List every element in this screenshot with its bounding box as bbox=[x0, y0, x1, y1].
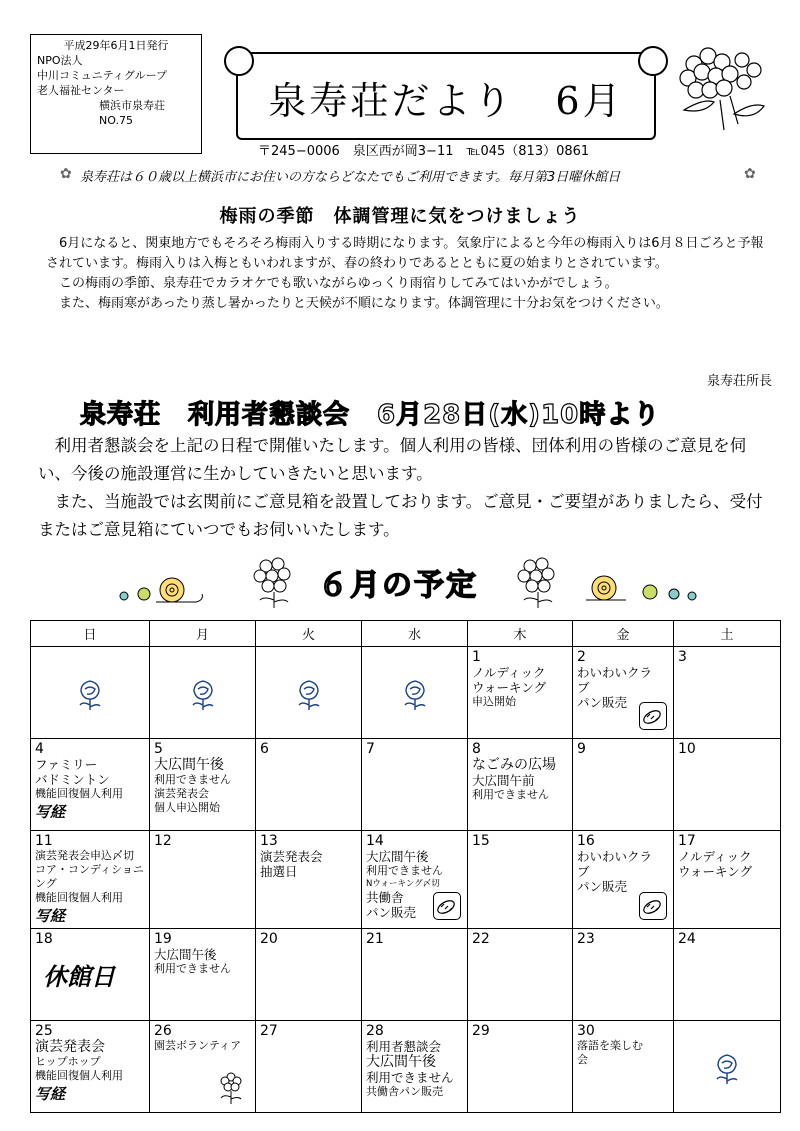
event-text: 大広間午前 bbox=[472, 773, 535, 788]
address-line: 〒245−0006 泉区西が岡3−11 ℡045（813）0861 bbox=[258, 144, 590, 159]
day-number: 3 bbox=[678, 649, 687, 665]
event-text: 共働舎 bbox=[366, 890, 404, 905]
event-text: 機能回復個人利用 bbox=[35, 891, 123, 904]
hydrangea-illustration bbox=[664, 40, 774, 132]
june-calendar bbox=[30, 620, 781, 1113]
rose-icon bbox=[188, 677, 218, 715]
event-text: わいわいクラ bbox=[577, 849, 653, 864]
event-text: なごみの広場 bbox=[472, 757, 556, 773]
eligibility-notice: 泉寿荘は６０歳以上横浜市にお住いの方ならどなたでもご利用できます。毎月第3日曜休館日 bbox=[80, 170, 621, 185]
event-text: 大広間午後 bbox=[154, 947, 217, 962]
day-number: 27 bbox=[260, 1023, 278, 1039]
bread-icon bbox=[433, 892, 461, 920]
calendar-cell-day-28 bbox=[362, 1021, 468, 1113]
article-paragraph: この梅雨の季節、泉寿荘でカラオケでも歌いながらゆっくり雨宿りしてみてはいかがでしょう。 bbox=[59, 276, 618, 291]
clover-icon: ✿ bbox=[744, 166, 756, 182]
event-text: わいわいクラ bbox=[577, 665, 653, 680]
day-number: 2 bbox=[577, 649, 586, 665]
weekday-header-sun: 日 bbox=[31, 621, 150, 647]
event-text: 園芸ボランティア bbox=[154, 1039, 242, 1052]
weekday-header-tue: 火 bbox=[256, 621, 362, 647]
publisher-box bbox=[30, 34, 202, 154]
day-number: 19 bbox=[154, 931, 172, 947]
newsletter-title: 泉寿荘だより 6月 bbox=[268, 79, 624, 123]
event-text: ウォーキング bbox=[678, 864, 753, 879]
day-number: 6 bbox=[260, 741, 269, 757]
weekday-header-wed: 水 bbox=[362, 621, 468, 647]
calendar-cell-day-14 bbox=[362, 831, 468, 929]
calendar-cell-empty bbox=[150, 647, 256, 739]
day-number: 15 bbox=[472, 833, 490, 849]
day-number: 29 bbox=[472, 1023, 490, 1039]
event-text: 演芸発表会 bbox=[35, 1039, 105, 1055]
article-heading-rainy-season: 梅雨の季節 体調管理に気をつけましょう bbox=[219, 206, 581, 227]
hydrangea-icon bbox=[244, 550, 304, 610]
calendar-cell-day-21 bbox=[362, 929, 468, 1021]
publish-date: 平成29年6月1日発行 bbox=[63, 39, 169, 52]
rose-icon bbox=[294, 677, 324, 715]
bread-icon bbox=[639, 702, 667, 730]
event-text: 抽選日 bbox=[260, 864, 298, 879]
event-text: パン販売 bbox=[366, 905, 417, 920]
rose-icon bbox=[75, 677, 105, 715]
calendar-cell-day-6 bbox=[256, 739, 362, 831]
weekday-header-mon: 月 bbox=[150, 621, 256, 647]
event-text: 写経 bbox=[35, 803, 66, 821]
org-line-1: NPO法人 bbox=[37, 54, 83, 67]
day-number: 21 bbox=[366, 931, 384, 947]
day-number: 26 bbox=[154, 1023, 172, 1039]
day-number: 12 bbox=[154, 833, 172, 849]
event-text: パン販売 bbox=[577, 695, 628, 710]
event-text: 写経 bbox=[35, 1085, 66, 1103]
day-number: 23 bbox=[577, 931, 595, 947]
article-paragraph: また、当施設では玄関前にご意見箱を設置しております。ご意見・ご要望がありましたら、受付またはご意見箱にていつでもお伺いいたします。 bbox=[38, 492, 763, 539]
clover-icon: ✿ bbox=[60, 166, 72, 182]
article-paragraph: 利用者懇談会を上記の日程で開催いたします。個人利用の皆様、団体利用の皆様のご意見を伺い、今後の施設運営に生かしていきたいと思います。 bbox=[38, 436, 747, 483]
event-text: 機能回復個人利用 bbox=[35, 1069, 123, 1082]
event-text: 利用できません bbox=[366, 864, 443, 877]
calendar-cell-day-1 bbox=[468, 647, 573, 739]
event-text: 演芸発表会 bbox=[260, 849, 323, 864]
day-number: 18 bbox=[35, 931, 53, 947]
calendar-cell-day-7 bbox=[362, 739, 468, 831]
event-text: 申込開始 bbox=[472, 695, 516, 708]
day-number: 9 bbox=[577, 741, 586, 757]
event-text: ブ bbox=[577, 864, 590, 879]
facility-name: 横浜市泉寿荘 bbox=[99, 99, 165, 112]
calendar-cell-day-27 bbox=[256, 1021, 362, 1113]
calendar-cell-day-18 bbox=[31, 929, 150, 1021]
calendar-cell-day-4 bbox=[31, 739, 150, 831]
rose-icon bbox=[400, 677, 430, 715]
calendar-cell-day-11 bbox=[31, 831, 150, 929]
day-number: 28 bbox=[366, 1023, 384, 1039]
event-text: 大広間午後 bbox=[366, 849, 429, 864]
calendar-cell-day-8 bbox=[468, 739, 573, 831]
day-number: 22 bbox=[472, 931, 490, 947]
event-text: Nウォーキング〆切 bbox=[366, 879, 440, 889]
article-body-rainy-season bbox=[46, 234, 776, 314]
day-number: 13 bbox=[260, 833, 278, 849]
calendar-cell-day-30 bbox=[573, 1021, 674, 1113]
event-text: ウォーキング bbox=[472, 680, 547, 695]
event-text: コア・コンディショニング bbox=[35, 863, 144, 890]
event-text: 大広間午後 bbox=[366, 1054, 436, 1070]
day-number: 4 bbox=[35, 741, 44, 757]
weekday-header-thu: 木 bbox=[468, 621, 573, 647]
day-number: 17 bbox=[678, 833, 696, 849]
calendar-cell-day-10 bbox=[674, 739, 781, 831]
day-number: 14 bbox=[366, 833, 384, 849]
event-text: 利用できません bbox=[472, 788, 549, 801]
issue-number: NO.75 bbox=[99, 114, 133, 127]
rose-icon bbox=[712, 1051, 742, 1089]
event-text: 利用できません bbox=[154, 773, 231, 786]
calendar-cell-day-3 bbox=[674, 647, 781, 739]
event-text: ファミリー bbox=[35, 757, 98, 772]
calendar-cell-day-25 bbox=[31, 1021, 150, 1113]
event-text: 落語を楽しむ bbox=[577, 1039, 643, 1052]
calendar-cell-day-24 bbox=[674, 929, 781, 1021]
event-text: 個人申込開始 bbox=[154, 801, 220, 814]
event-text: パン販売 bbox=[577, 879, 628, 894]
event-text: 写経 bbox=[35, 907, 66, 925]
day-number: 1 bbox=[472, 649, 481, 665]
weekday-header-fri: 金 bbox=[573, 621, 674, 647]
flower-icon bbox=[216, 1069, 246, 1109]
event-text: ブ bbox=[577, 680, 590, 695]
event-text: ヒップホップ bbox=[35, 1055, 101, 1068]
event-text: 利用できません bbox=[366, 1070, 454, 1085]
calendar-cell-day-16 bbox=[573, 831, 674, 929]
event-text: 共働舎パン販売 bbox=[366, 1085, 443, 1098]
title-banner bbox=[236, 52, 656, 140]
day-number: 30 bbox=[577, 1023, 595, 1039]
event-text: 演芸発表会申込〆切 bbox=[35, 849, 134, 862]
event-text: 機能回復個人利用 bbox=[35, 787, 123, 800]
article-paragraph: また、梅雨寒があったり蒸し暑かったりと天候が不順になります。体調管理に十分お気をつけください。 bbox=[59, 296, 669, 311]
day-number: 25 bbox=[35, 1023, 53, 1039]
event-text: 演芸発表会 bbox=[154, 787, 209, 800]
event-text: 大広間午後 bbox=[154, 757, 224, 773]
calendar-cell-empty bbox=[362, 647, 468, 739]
day-number: 10 bbox=[678, 741, 696, 757]
event-text: ノルディック bbox=[678, 849, 752, 864]
article-heading-meeting: 泉寿荘 利用者懇談会 6月28日(水)10時より bbox=[80, 400, 661, 430]
signature: 泉寿荘所長 bbox=[706, 374, 772, 389]
snail-decoration-left bbox=[112, 570, 232, 606]
calendar-cell-day-22 bbox=[468, 929, 573, 1021]
org-line-3: 老人福祉センター bbox=[37, 84, 125, 97]
calendar-cell-day-2 bbox=[573, 647, 674, 739]
day-number: 16 bbox=[577, 833, 595, 849]
schedule-title: ６月の予定 bbox=[318, 568, 478, 603]
day-number: 8 bbox=[472, 741, 481, 757]
article-body-meeting bbox=[38, 432, 778, 544]
weekday-header-sat: 土 bbox=[674, 621, 781, 647]
snail-decoration-right bbox=[580, 570, 710, 606]
calendar-cell-day-23 bbox=[573, 929, 674, 1021]
event-text: 利用できません bbox=[154, 962, 231, 975]
day-number: 11 bbox=[35, 833, 53, 849]
calendar-cell-empty bbox=[256, 647, 362, 739]
day-number: 5 bbox=[154, 741, 163, 757]
org-line-2: 中川コミュニティグループ bbox=[37, 69, 168, 82]
day-number: 24 bbox=[678, 931, 696, 947]
calendar-cell-day-5 bbox=[150, 739, 256, 831]
bread-icon bbox=[639, 892, 667, 920]
day-number: 20 bbox=[260, 931, 278, 947]
calendar-cell-day-19 bbox=[150, 929, 256, 1021]
closed-day-label: 休館日 bbox=[43, 963, 115, 991]
calendar-cell-day-26 bbox=[150, 1021, 256, 1113]
event-text: バドミントン bbox=[35, 772, 110, 787]
event-text: ノルディック bbox=[472, 665, 546, 680]
calendar-cell-day-13 bbox=[256, 831, 362, 929]
hydrangea-icon bbox=[508, 550, 568, 610]
event-text: 会 bbox=[577, 1053, 588, 1066]
calendar-cell-day-15 bbox=[468, 831, 573, 929]
article-paragraph: 6月になると、関東地方でもそろそろ梅雨入りする時期になります。気象庁によると今年の梅雨入りは6月８日ごろと予報されています。梅雨入りは入梅ともいわれますが、春の終わりであるとともに夏の始まりとされています。 bbox=[46, 236, 764, 271]
calendar-cell-day-9 bbox=[573, 739, 674, 831]
calendar-cell-day-29 bbox=[468, 1021, 573, 1113]
event-text: 利用者懇談会 bbox=[366, 1039, 442, 1054]
calendar-cell-empty bbox=[31, 647, 150, 739]
calendar-cell-day-17 bbox=[674, 831, 781, 929]
calendar-cell-empty bbox=[674, 1021, 781, 1113]
day-number: 7 bbox=[366, 741, 375, 757]
calendar-cell-day-20 bbox=[256, 929, 362, 1021]
calendar-cell-day-12 bbox=[150, 831, 256, 929]
